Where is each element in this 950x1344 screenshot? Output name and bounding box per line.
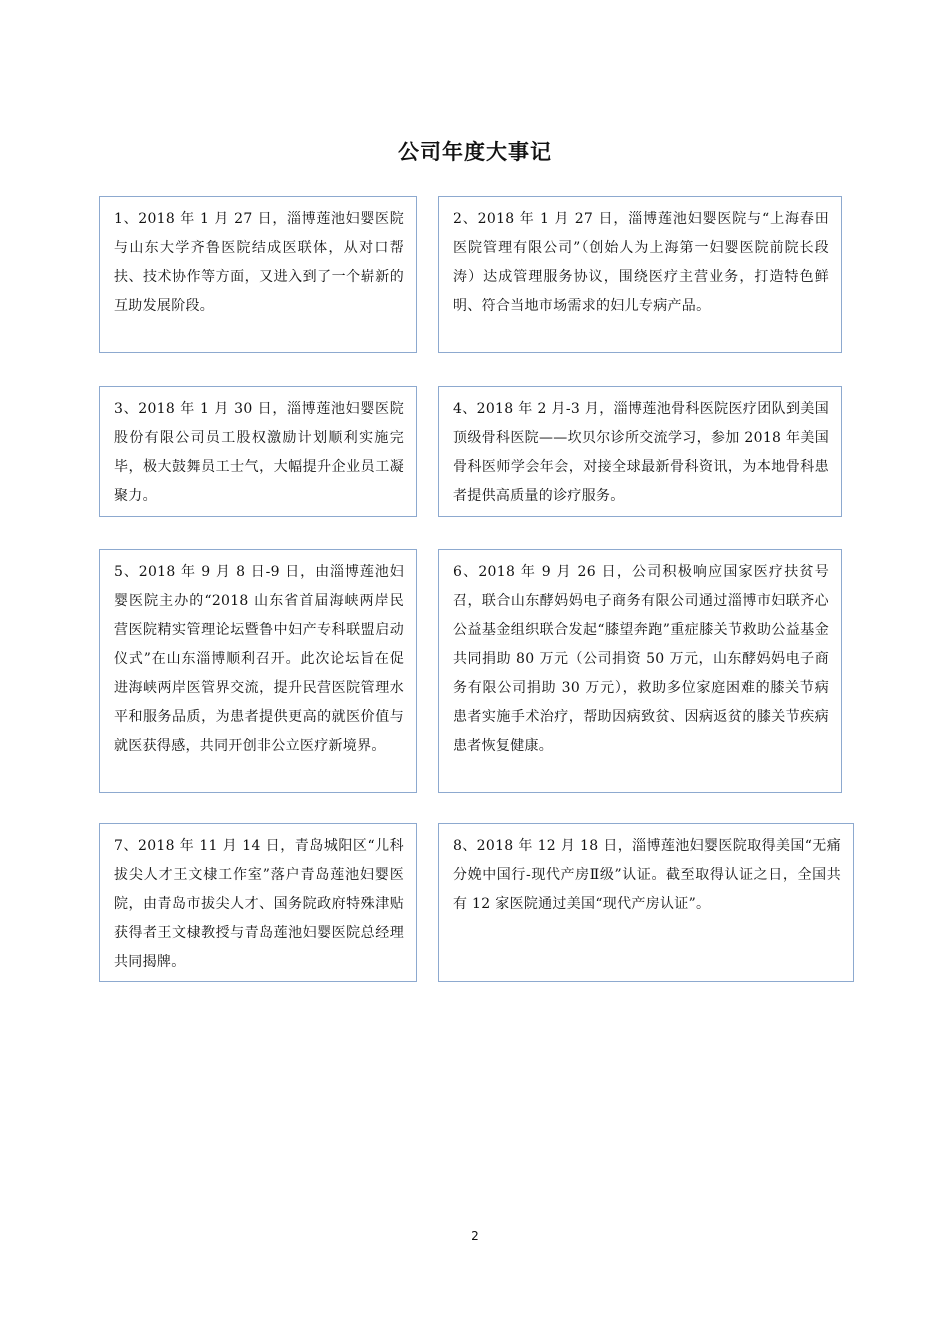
event-box-5 — [99, 549, 417, 793]
page-title: 公司年度大事记 — [398, 140, 552, 164]
event-box-1 — [99, 196, 417, 353]
event-text: 6、2018 年 9 月 26 日，公司积极响应国家医疗扶贫号召，联合山东酵妈妈电子商务有限公司通过淄博市妇联齐心公益基金组织联合发起“膝望奔跑”重症膝关节救助公益基金共同捐助 80 万元（公司捐资 50 万元，山东酵妈妈电子商务有限公司捐助 30 万元），救助多位家庭困难的膝关节病患者实施手术治疗，帮助因病致贫、因病返贫的膝关节疾病患者恢复健康。 — [453, 564, 829, 754]
event-box-4 — [438, 386, 842, 517]
event-box-8 — [438, 823, 854, 982]
event-box-6 — [438, 549, 842, 793]
event-text: 1、2018 年 1 月 27 日，淄博莲池妇婴医院与山东大学齐鲁医院结成医联体，从对口帮扶、技术协作等方面，又进入到了一个崭新的互助发展阶段。 — [114, 211, 404, 314]
event-box-2 — [438, 196, 842, 353]
event-text: 4、2018 年 2 月-3 月，淄博莲池骨科医院医疗团队到美国顶级骨科医院——坎贝尔诊所交流学习，参加 2018 年美国骨科医师学会年会，对接全球最新骨科资讯，为本地骨科患者提供高质量的诊疗服务。 — [453, 401, 829, 504]
event-text: 5、2018 年 9 月 8 日-9 日，由淄博莲池妇婴医院主办的“2018 山东省首届海峡两岸民营医院精实管理论坛暨鲁中妇产专科联盟启动仪式”在山东淄博顺利召开。此次论坛旨在促进海峡两岸医管界交流，提升民营医院管理水平和服务品质，为患者提供更高的就医价值与就医获得感，共同开创非公立医疗新境界。 — [114, 564, 404, 754]
event-text: 2、2018 年 1 月 27 日，淄博莲池妇婴医院与“上海春田医院管理有限公司”（创始人为上海第一妇婴医院前院长段涛）达成管理服务协议，围绕医疗主营业务，打造特色鲜明、符合当地市场需求的妇儿专病产品。 — [453, 211, 829, 314]
event-text: 8、2018 年 12 月 18 日，淄博莲池妇婴医院取得美国“无痛分娩中国行-现代产房Ⅱ级”认证。截至取得认证之日，全国共有 12 家医院通过美国“现代产房认证”。 — [453, 838, 841, 912]
event-box-3 — [99, 386, 417, 517]
page-number: 2 — [471, 1229, 479, 1243]
event-text: 3、2018 年 1 月 30 日，淄博莲池妇婴医院股份有限公司员工股权激励计划顺利实施完毕，极大鼓舞员工士气，大幅提升企业员工凝聚力。 — [114, 401, 404, 504]
event-text: 7、2018 年 11 月 14 日，青岛城阳区“儿科拔尖人才王文棣工作室”落户青岛莲池妇婴医院，由青岛市拔尖人才、国务院政府特殊津贴获得者王文棣教授与青岛莲池妇婴医院总经理共同揭牌。 — [114, 838, 404, 970]
event-box-7 — [99, 823, 417, 982]
